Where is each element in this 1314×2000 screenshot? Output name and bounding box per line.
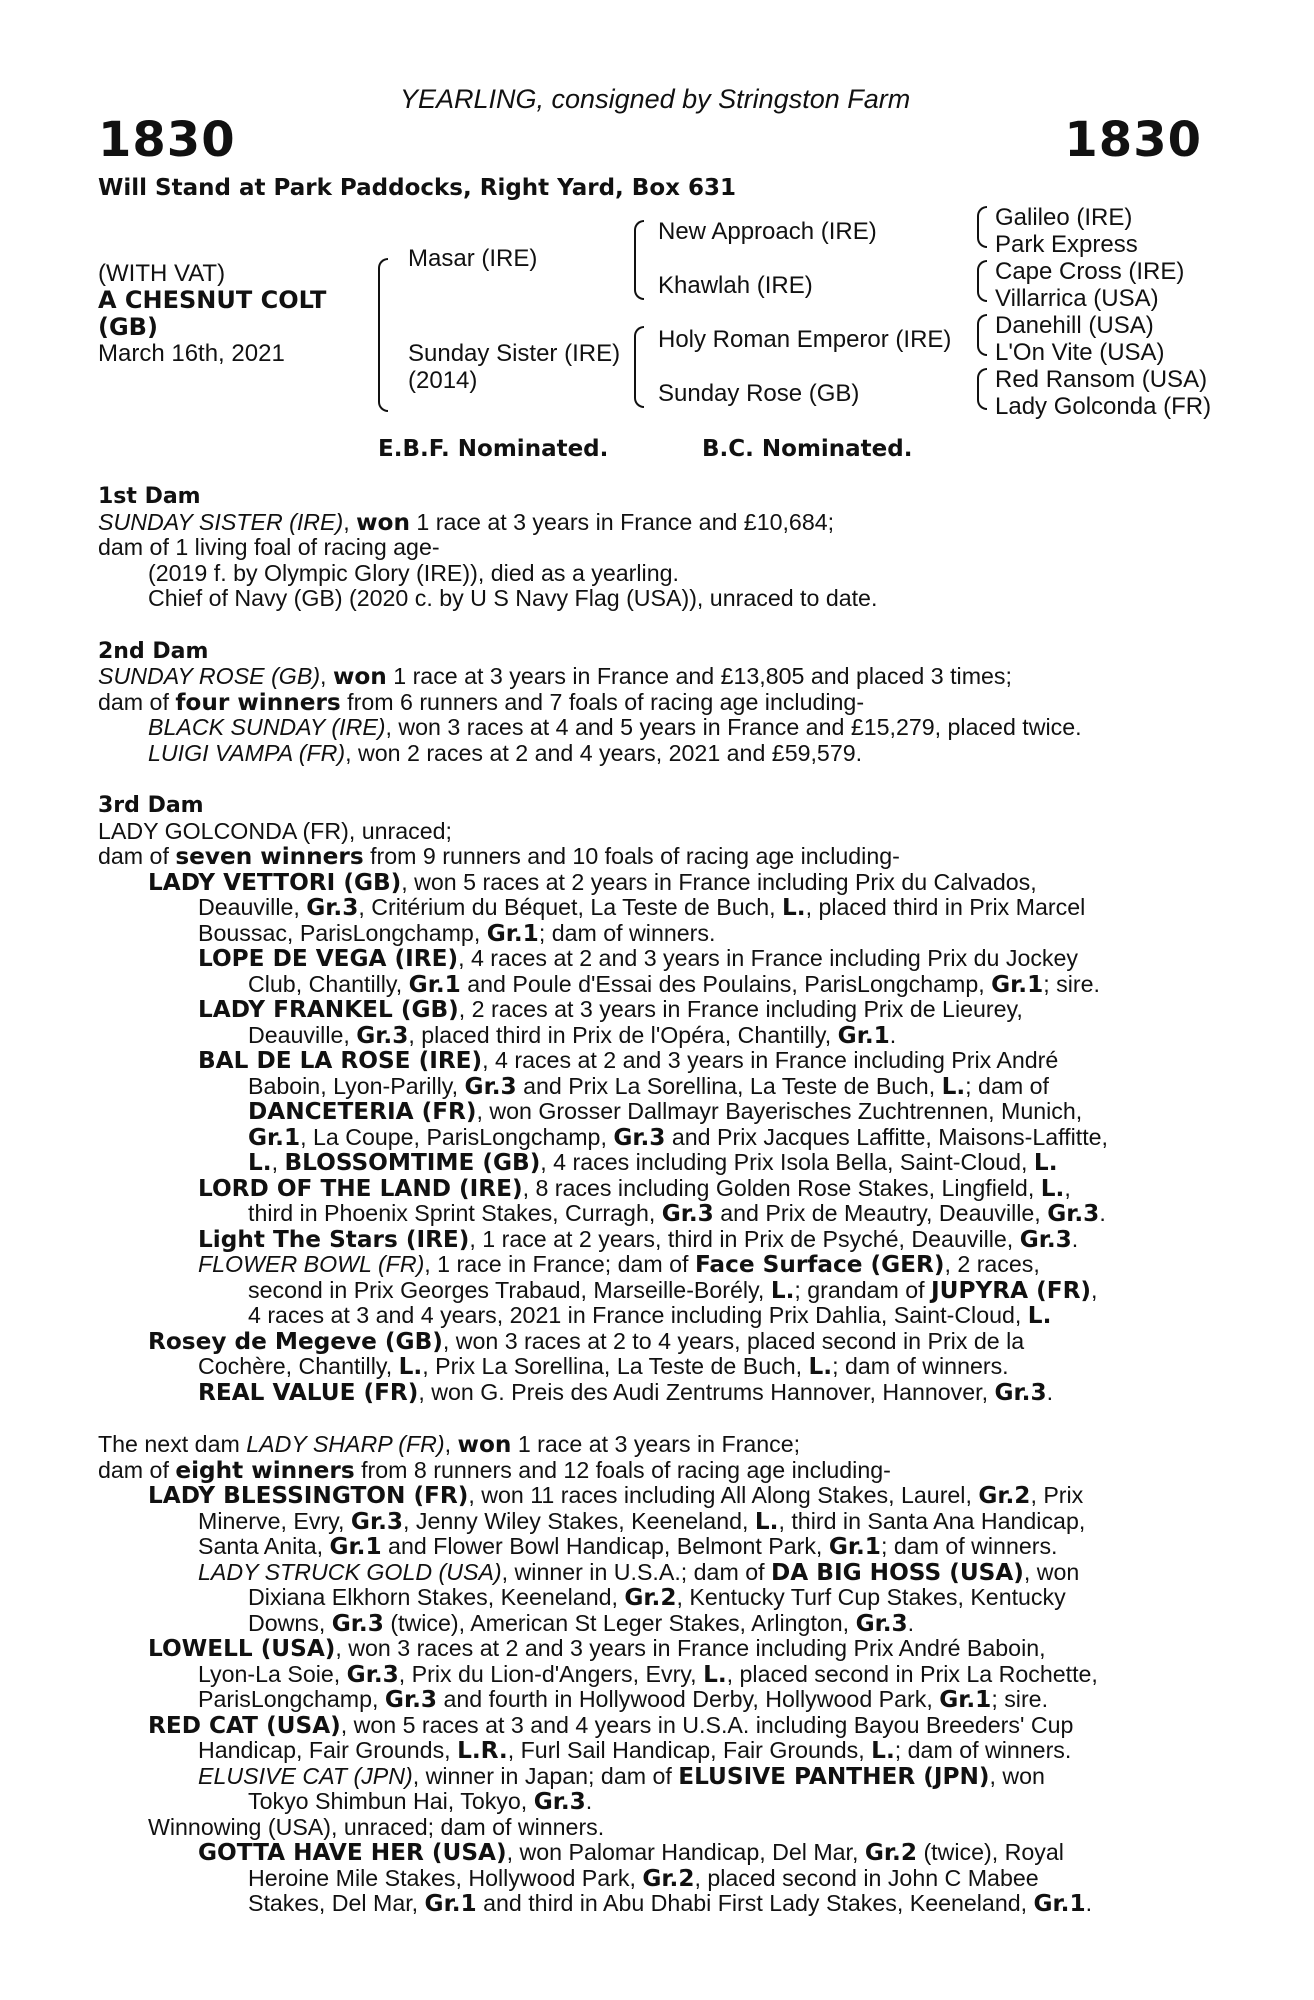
text: , Prix	[1030, 1482, 1084, 1508]
produce-item-cont	[98, 1074, 1203, 1100]
produce-item: Chief of Navy (GB) (2020 c. by U S Navy Flag (USA)), unraced to date.	[148, 585, 878, 611]
sire-dam: Khawlah (IRE)	[658, 272, 813, 299]
grade: Gr.3	[994, 1378, 1047, 1406]
text: ; dam of winners.	[894, 1737, 1072, 1763]
text: , placed third in Prix Marcel	[805, 894, 1086, 920]
horse-name: LADY BLESSINGTON (FR)	[148, 1482, 469, 1509]
grade: L.	[1033, 1149, 1058, 1176]
produce-item	[98, 1840, 1203, 1866]
text: Santa Anita,	[198, 1533, 330, 1559]
produce-item	[98, 1764, 1203, 1790]
grade: Gr.3	[350, 1507, 404, 1535]
grade: L.	[248, 1149, 272, 1176]
horse-name: LADY SHARP (FR)	[246, 1431, 445, 1457]
produce-item-cont: Downs, Gr.3 (twice), American St Leger Stakes, Arlington, Gr.3.	[248, 1609, 915, 1637]
grade: Gr.3	[533, 1788, 586, 1815]
text: , won 5 races at 3 and 4 years in U.S.A. including Bayou Breeders' Cup	[340, 1711, 1074, 1738]
grade: Gr.1	[991, 970, 1044, 998]
text: dam of	[98, 1456, 176, 1483]
text: ParisLongchamp,	[198, 1686, 385, 1712]
text: and Poule d'Essai des Poulains, ParisLongchamp,	[460, 970, 992, 997]
foaling-date: March 16th, 2021	[98, 340, 285, 367]
grade: Gr.3	[661, 1200, 714, 1227]
text: Downs,	[248, 1609, 332, 1636]
text: , winner in U.S.A.; dam of	[501, 1558, 771, 1585]
grade: Gr.2	[864, 1839, 917, 1866]
lot-number-right: 1830	[1064, 112, 1202, 168]
gg-7: Red Ransom (USA)	[995, 366, 1208, 393]
text: , won Palomar Handicap, Del Mar,	[506, 1839, 865, 1865]
grade: L.	[398, 1353, 423, 1380]
bc-nominated: B.C. Nominated.	[702, 436, 913, 462]
text: 4 races at 3 and 4 years, 2021 in France including Prix Dahlia, Saint-Cloud,	[248, 1302, 1028, 1328]
third-dam-heading: 3rd Dam	[98, 793, 204, 818]
produce-item-cont	[98, 1662, 1203, 1688]
text: and fourth in Hollywood Derby, Hollywood Park,	[437, 1686, 940, 1712]
grade: L.	[871, 1737, 895, 1764]
grade: Gr.1	[837, 1021, 890, 1049]
won-label: won	[457, 1431, 512, 1458]
text: ; sire.	[1043, 970, 1100, 997]
grade: Gr.3	[356, 1021, 409, 1049]
horse-name: GOTTA HAVE HER (USA)	[198, 1839, 507, 1866]
first-dam-produce: dam of 1 living foal of racing age-	[98, 534, 440, 560]
next-dam-produce	[98, 1458, 1203, 1484]
horse-name: LOWELL (USA)	[148, 1635, 336, 1662]
brace-g3	[977, 314, 987, 356]
text: , Prix La Sorellina, La Teste de Buch,	[422, 1353, 809, 1379]
first-dam-section: 1st Dam SUNDAY SISTER (IRE), won 1 race at 3 years in France and £10,684; dam of 1 living foal of racing age- (2019 f. by Olympic Glory (IRE)), died as a yearling. Chief of Navy (GB) (2020 c. by U S Navy Flag (USA)), unraced to date.	[98, 484, 1203, 612]
horse-name: DANCETERIA (FR)	[248, 1098, 477, 1125]
horse-name: Face Surface (GER)	[694, 1251, 945, 1278]
grade: Gr.3	[1019, 1225, 1072, 1253]
horse-name: LOPE DE VEGA (IRE)	[198, 945, 459, 972]
text: (twice), Royal	[917, 1839, 1064, 1865]
produce-item-cont	[98, 1125, 1203, 1151]
produce-item-cont	[98, 1585, 1203, 1611]
produce-item-cont	[98, 1354, 1203, 1380]
grade: Gr.1	[248, 1123, 301, 1151]
grade: Gr.3	[384, 1686, 438, 1713]
text: , won	[1023, 1558, 1080, 1585]
dam-year: (2014)	[408, 367, 478, 394]
produce-item	[98, 946, 1203, 972]
ebf-nominated: E.B.F. Nominated.	[378, 436, 609, 462]
produce-item-cont	[98, 1738, 1203, 1764]
grade: Gr.1	[424, 1890, 477, 1917]
produce-item-cont	[98, 1509, 1203, 1535]
horse-name: A CHESNUT COLT	[98, 286, 327, 314]
horse-name: DA BIG HOSS (USA)	[771, 1558, 1024, 1586]
text: Cochère, Chantilly,	[198, 1353, 399, 1379]
produce-item	[98, 1483, 1203, 1509]
text: ; dam of winners.	[538, 919, 716, 946]
text: , won 3 races at 2 to 4 years, placed second in Prix de la	[442, 1327, 1025, 1354]
grade: L.	[782, 894, 806, 921]
text: Baboin, Lyon-Parilly,	[248, 1072, 465, 1099]
produce-item-cont: Stakes, Del Mar, Gr.1 and third in Abu Dhabi First Lady Stakes, Keeneland, Gr.1.	[248, 1890, 1093, 1917]
grade: Gr.2	[624, 1584, 677, 1611]
first-dam-record: 1 race at 3 years in France and £10,684;	[409, 508, 835, 535]
text: Lyon-La Soie,	[198, 1660, 347, 1687]
text: and Prix Jacques Laffitte, Maisons-Laffitte,	[665, 1123, 1108, 1150]
horse-name: Light The Stars (IRE)	[198, 1225, 470, 1253]
text: Club, Chantilly,	[248, 970, 409, 997]
horse-name: BLOSSOMTIME (GB)	[284, 1149, 541, 1176]
winners-count: seven winners	[175, 843, 364, 870]
produce-item	[98, 870, 1203, 896]
text: ; grandam of	[794, 1276, 932, 1303]
second-dam-heading: 2nd Dam	[98, 638, 209, 664]
produce-item: Light The Stars (IRE), 1 race at 2 years, third in Prix de Psyché, Deauville, Gr.3.	[198, 1225, 1079, 1253]
text: ; dam of winners.	[880, 1533, 1058, 1559]
text: , won	[989, 1762, 1045, 1789]
dam-name: Sunday Sister (IRE)	[408, 340, 621, 367]
grade: Gr.1	[939, 1686, 992, 1713]
horse-name: LADY FRANKEL (GB)	[198, 996, 459, 1023]
won-label: won	[356, 508, 410, 536]
horse-name: JUPYRA (FR)	[931, 1276, 1092, 1304]
second-dam-record: 1 race at 3 years in France and £13,805 and placed 3 times;	[386, 663, 1012, 689]
grade: Gr.1	[408, 970, 461, 998]
next-dam-section	[98, 1432, 1203, 1917]
horse-name: ELUSIVE PANTHER (JPN)	[678, 1762, 990, 1790]
gg-3: Cape Cross (IRE)	[995, 258, 1185, 285]
text: Dixiana Elkhorn Stakes, Keeneland,	[248, 1584, 625, 1610]
text: (twice), American St Leger Stakes, Arlington,	[383, 1609, 856, 1636]
second-dam-produce	[98, 690, 1203, 716]
text: Deauville,	[198, 894, 307, 920]
consignor-line: YEARLING, consigned by Stringston Farm	[400, 84, 911, 114]
produce-item-cont	[98, 895, 1203, 921]
grade: Gr.1	[329, 1533, 382, 1560]
grade: Gr.3	[306, 894, 359, 921]
horse-name: BLACK SUNDAY (IRE)	[148, 714, 386, 740]
grade: Gr.3	[613, 1123, 666, 1151]
text: ; dam of	[965, 1072, 1049, 1099]
produce-item-cont	[98, 1534, 1203, 1560]
grade: Gr.3	[464, 1072, 517, 1100]
text: The next dam	[98, 1431, 247, 1457]
text: , 2 races at 3 years in France including Prix de Lieurey,	[458, 996, 1023, 1022]
horse-name: BAL DE LA ROSE (IRE)	[198, 1047, 483, 1074]
produce-item: Winnowing (USA), unraced; dam of winners.	[148, 1813, 605, 1840]
brace-parents	[378, 258, 388, 412]
text: from 8 runners and 12 foals of racing age including-	[354, 1456, 891, 1483]
produce-item-cont	[98, 921, 1203, 947]
produce-item	[98, 997, 1203, 1023]
text: , 4 races at 2 and 3 years in France including Prix du Jockey	[458, 945, 1079, 971]
grade: L.R.	[457, 1737, 508, 1764]
produce-item-cont: second in Prix Georges Trabaud, Marseille-Borély, L.; grandam of JUPYRA (FR),	[248, 1276, 1098, 1304]
catalogue-body	[98, 484, 1203, 1944]
grade: L.	[754, 1507, 779, 1535]
produce-item-cont: L., BLOSSOMTIME (GB), 4 races including Prix Isola Bella, Saint-Cloud, L.	[248, 1149, 1058, 1176]
text: , third in Santa Ana Handicap,	[778, 1507, 1086, 1534]
produce-item	[98, 1048, 1203, 1074]
text: , won G. Preis des Audi Zentrums Hannover, Hannover,	[418, 1378, 995, 1405]
text: , won Grosser Dallmayr Bayerisches Zuchtrennen, Munich,	[476, 1098, 1083, 1124]
grade: Gr.3	[346, 1660, 399, 1688]
text: second in Prix Georges Trabaud, Marseille-Borély,	[248, 1276, 771, 1303]
horse-name: LADY STRUCK GOLD (USA)	[198, 1558, 502, 1585]
produce-item	[98, 1252, 1203, 1278]
dam-dam: Sunday Rose (GB)	[658, 380, 860, 407]
third-dam-section	[98, 793, 1203, 1405]
brace-dam	[634, 326, 644, 408]
text: ,	[444, 1431, 458, 1457]
horse-name: Rosey de Megeve (GB)	[148, 1327, 443, 1355]
text: , 1 race in France; dam of	[424, 1251, 695, 1277]
horse-name: LORD OF THE LAND (IRE)	[198, 1174, 523, 1202]
produce-item: REAL VALUE (FR), won G. Preis des Audi Zentrums Hannover, Hannover, Gr.3.	[198, 1378, 1054, 1406]
grade: L.	[941, 1072, 966, 1100]
horse-name-country: (GB)	[98, 313, 158, 341]
produce-item: (2019 f. by Olympic Glory (IRE)), died as a yearling.	[148, 559, 679, 586]
produce-item-cont	[98, 1099, 1203, 1125]
horse-name: FLOWER BOWL (FR)	[198, 1251, 425, 1277]
text: dam of	[98, 688, 176, 715]
grade: Gr.1	[1033, 1890, 1086, 1917]
text: , won 5 races at 2 years in France including Prix du Calvados,	[401, 868, 1037, 895]
gg-8: Lady Golconda (FR)	[995, 393, 1212, 420]
produce-item-cont	[98, 1303, 1203, 1329]
text: third in Phoenix Sprint Stakes, Curragh,	[248, 1200, 662, 1226]
text: , placed second in John C Mabee	[694, 1864, 1039, 1891]
gg-1: Galileo (IRE)	[995, 204, 1133, 231]
grade: L.	[703, 1660, 727, 1688]
grade: Gr.1	[828, 1533, 881, 1560]
grade: L.	[1027, 1302, 1052, 1329]
horse-name: REAL VALUE (FR)	[198, 1378, 419, 1406]
text: ; dam of winners.	[832, 1353, 1009, 1379]
sire-name: Masar (IRE)	[408, 245, 538, 272]
produce-item	[98, 741, 1203, 767]
grade: Gr.1	[486, 919, 539, 947]
text: , Kentucky Turf Cup Stakes, Kentucky	[676, 1584, 1066, 1610]
text: , Critérium du Béquet, La Teste de Buch,	[358, 894, 782, 920]
text: ; sire.	[991, 1686, 1049, 1712]
text: Boussac, ParisLongchamp,	[198, 919, 487, 946]
text: , won 3 races at 4 and 5 years in France and £15,279, placed twice.	[385, 714, 1082, 740]
text: from 9 runners and 10 foals of racing age including-	[363, 843, 900, 869]
sire-sire: New Approach (IRE)	[658, 218, 877, 245]
grade: Gr.3	[331, 1609, 384, 1637]
brace-g2	[977, 260, 987, 302]
lot-number-left: 1830	[98, 112, 236, 168]
grade: L.	[1040, 1174, 1065, 1202]
text: , placed second in Prix La Rochette,	[726, 1660, 1098, 1687]
horse-name: LADY VETTORI (GB)	[148, 868, 402, 896]
produce-item-cont: third in Phoenix Sprint Stakes, Curragh, Gr.3 and Prix de Meautry, Deauville, Gr.3.	[248, 1200, 1106, 1227]
produce-item	[98, 1329, 1203, 1355]
text: and Prix de Meautry, Deauville,	[713, 1200, 1048, 1226]
gg-4: Villarrica (USA)	[995, 285, 1159, 312]
vat-note: (WITH VAT)	[98, 260, 226, 287]
produce-item-cont	[98, 1866, 1203, 1892]
first-dam-name: SUNDAY SISTER (IRE)	[98, 508, 344, 535]
brace-g1	[977, 206, 987, 248]
text: , 8 races including Golden Rose Stakes, Lingfield,	[522, 1174, 1041, 1201]
third-dam-produce	[98, 844, 1203, 870]
horse-name: LUIGI VAMPA (FR)	[148, 739, 346, 766]
text: , 1 race at 2 years, third in Prix de Psyché, Deauville,	[469, 1225, 1020, 1252]
text: Tokyo Shimbun Hai, Tokyo,	[248, 1788, 534, 1814]
text: , won 2 races at 2 and 4 years, 2021 and £59,579.	[345, 739, 863, 766]
text: , won 3 races at 2 and 3 years in France including Prix André Baboin,	[335, 1635, 1046, 1661]
text: , Prix du Lion-d'Angers, Evry,	[398, 1660, 704, 1687]
text: and third in Abu Dhabi First Lady Stakes, Keeneland,	[476, 1890, 1034, 1916]
third-dam-line: LADY GOLCONDA (FR), unraced;	[98, 817, 452, 844]
grade: L.	[808, 1353, 833, 1380]
produce-item	[98, 715, 1203, 741]
produce-item-cont: Deauville, Gr.3, placed third in Prix de l'Opéra, Chantilly, Gr.1.	[248, 1021, 897, 1049]
text: , La Coupe, ParisLongchamp,	[300, 1123, 614, 1150]
second-dam-name: SUNDAY ROSE (GB)	[98, 663, 321, 689]
text: , Furl Sail Handicap, Fair Grounds,	[507, 1737, 872, 1763]
text: , placed third in Prix de l'Opéra, Chantilly,	[408, 1021, 838, 1048]
text: dam of	[98, 843, 176, 869]
text: , 4 races at 2 and 3 years in France including Prix André	[482, 1047, 1059, 1073]
gg-2: Park Express	[995, 231, 1138, 258]
produce-item	[98, 1713, 1203, 1739]
text: , 4 races including Prix Isola Bella, Saint-Cloud,	[540, 1149, 1034, 1175]
produce-item-cont	[98, 1687, 1203, 1713]
produce-item-cont	[98, 972, 1203, 998]
produce-item	[98, 1636, 1203, 1662]
text: from 6 runners and 7 foals of racing age including-	[340, 688, 865, 715]
text: , won 11 races including All Along Stakes, Laurel,	[468, 1482, 979, 1508]
text: and Prix La Sorellina, La Teste de Buch,	[516, 1072, 942, 1099]
won-label: won	[332, 663, 387, 690]
brace-g4	[977, 368, 987, 410]
text: Stakes, Del Mar,	[248, 1890, 425, 1916]
text: Minerve, Evry,	[198, 1507, 351, 1534]
brace-sire	[634, 220, 644, 300]
grade: Gr.3	[1047, 1200, 1100, 1227]
produce-item	[98, 1560, 1203, 1586]
dam-sire: Holy Roman Emperor (IRE)	[658, 326, 952, 353]
winners-count: eight winners	[175, 1456, 355, 1484]
text: , Jenny Wiley Stakes, Keeneland,	[403, 1507, 755, 1534]
first-dam-heading: 1st Dam	[98, 484, 201, 509]
text: Deauville,	[248, 1021, 357, 1048]
horse-name: RED CAT (USA)	[148, 1711, 341, 1739]
stand-location: Will Stand at Park Paddocks, Right Yard, Box 631	[98, 175, 736, 201]
second-dam-section: 2nd Dam SUNDAY ROSE (GB), won 1 race at 3 years in France and £13,805 and placed 3 times; dam of four winners from 6 runners and 7 foals of racing age including- BLACK SUNDAY (IRE), won 3 races at 4 and 5 years in France and £15,279, placed twice. LUIGI VAMPA (FR), won 2 races at 2 and 4 years, 2021 and £59,579.	[98, 639, 1203, 767]
grade: L.	[770, 1276, 795, 1304]
text: Handicap, Fair Grounds,	[198, 1737, 458, 1763]
grade: Gr.3	[855, 1609, 908, 1637]
text: and Flower Bowl Handicap, Belmont Park,	[381, 1533, 829, 1559]
grade: Gr.2	[642, 1864, 695, 1892]
grade: Gr.2	[978, 1482, 1031, 1509]
text: 1 race at 3 years in France;	[511, 1431, 801, 1457]
next-dam-line	[98, 1432, 1203, 1458]
produce-item: LORD OF THE LAND (IRE), 8 races including Golden Rose Stakes, Lingfield, L.,	[198, 1174, 1071, 1202]
gg-5: Danehill (USA)	[995, 312, 1154, 339]
text: Heroine Mile Stakes, Hollywood Park,	[248, 1864, 643, 1891]
winners-count: four winners	[175, 688, 341, 716]
gg-6: L'On Vite (USA)	[995, 339, 1165, 366]
horse-name: ELUSIVE CAT (JPN)	[198, 1762, 413, 1789]
text: , winner in Japan; dam of	[412, 1762, 679, 1789]
text: , 2 races,	[944, 1251, 1040, 1277]
produce-item-cont: Tokyo Shimbun Hai, Tokyo, Gr.3.	[248, 1788, 593, 1815]
